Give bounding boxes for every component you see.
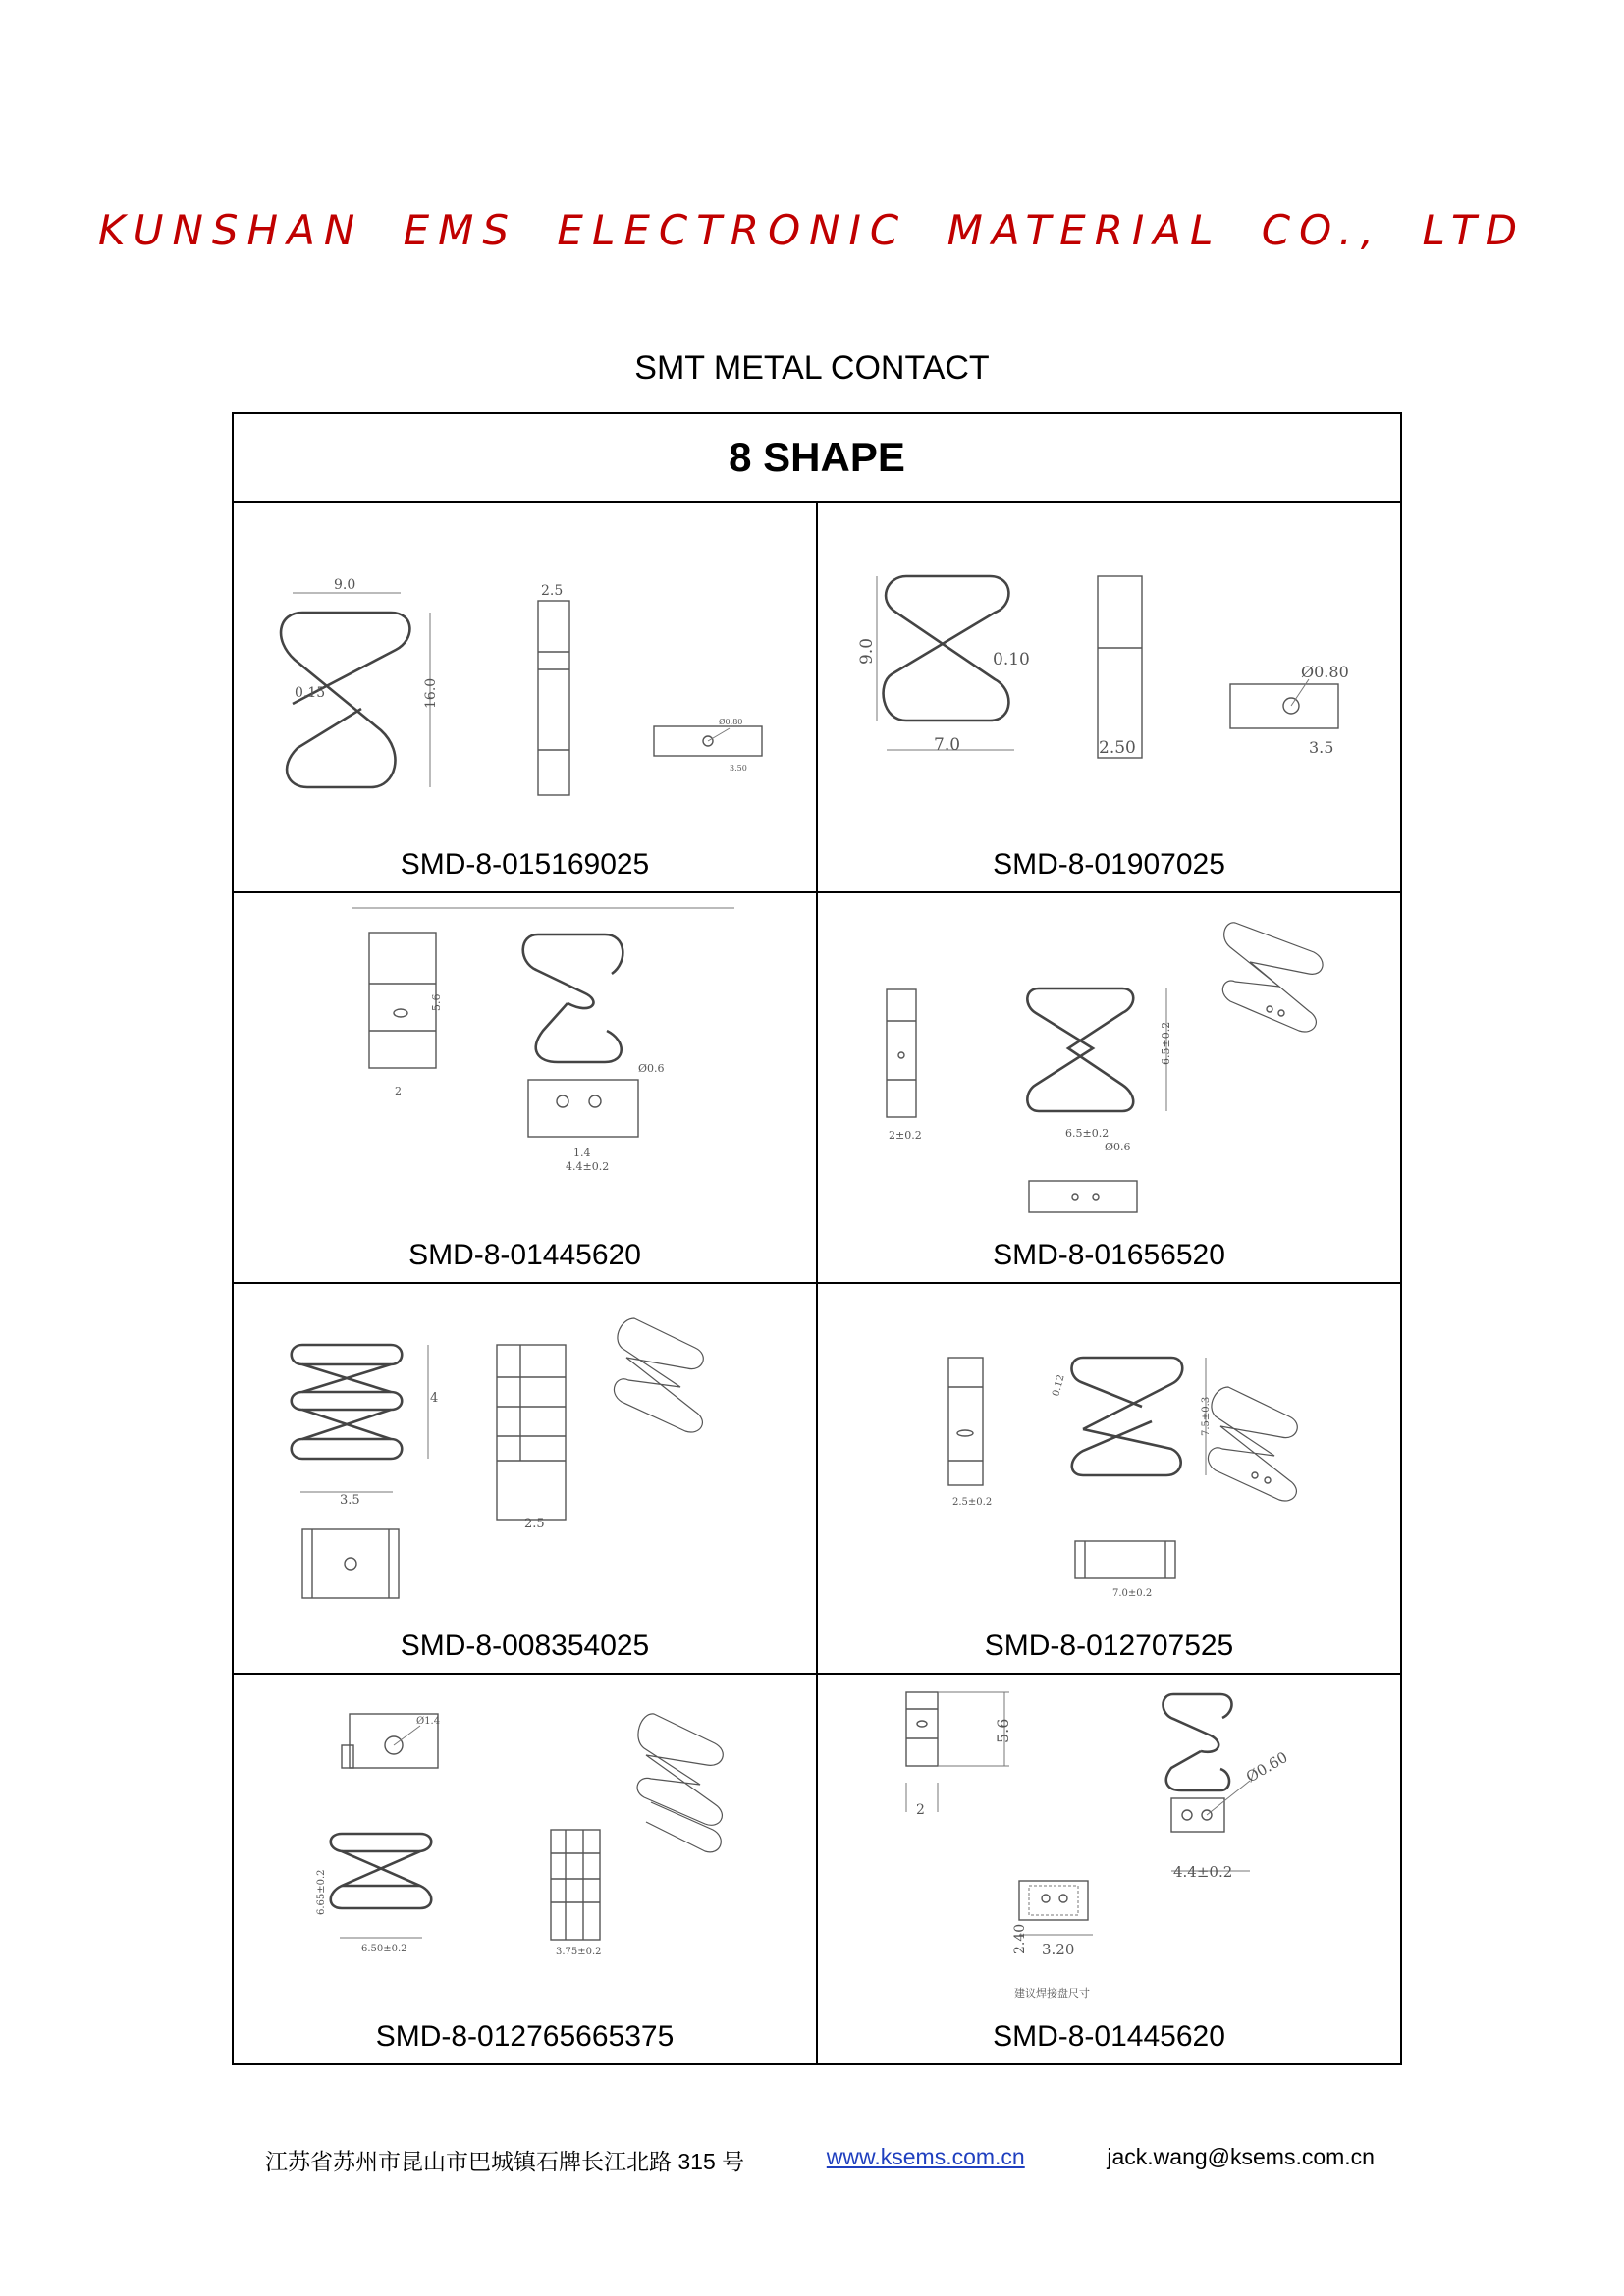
product-name: SMD-8-01445620	[993, 2020, 1225, 2053]
footer-email: jack.wang@ksems.com.cn	[1107, 2144, 1375, 2169]
product-drawing-1	[234, 503, 823, 891]
svg-text:7.5±0.3: 7.5±0.3	[1201, 1396, 1212, 1436]
svg-text:1.4: 1.4	[573, 1147, 591, 1159]
product-drawing-3	[234, 893, 823, 1282]
svg-text:0.12: 0.12	[1051, 1373, 1067, 1398]
svg-text:3.5: 3.5	[340, 1493, 360, 1508]
svg-text:7.0: 7.0	[934, 735, 961, 755]
svg-text:5.6: 5.6	[430, 993, 443, 1011]
svg-text:2.5±0.2: 2.5±0.2	[952, 1497, 993, 1508]
svg-text:2.5: 2.5	[541, 583, 564, 599]
svg-text:6.5±0.2: 6.5±0.2	[1160, 1021, 1172, 1065]
svg-text:4.4±0.2: 4.4±0.2	[566, 1160, 610, 1173]
product-name: SMD-8-01907025	[993, 848, 1225, 881]
product-cell	[233, 1674, 817, 2064]
svg-text:9.0: 9.0	[334, 577, 356, 593]
svg-text:3.75±0.2: 3.75±0.2	[556, 1947, 602, 1957]
product-drawing-6	[818, 1284, 1397, 1673]
svg-text:4: 4	[430, 1391, 439, 1406]
product-drawing-8	[818, 1675, 1397, 2063]
svg-text:5.6: 5.6	[994, 1718, 1012, 1743]
svg-text:9.0: 9.0	[857, 637, 877, 665]
svg-text:2: 2	[395, 1085, 402, 1097]
product-drawing-7	[234, 1675, 823, 2063]
product-drawing-4	[818, 893, 1397, 1282]
svg-text:2±0.2: 2±0.2	[889, 1129, 922, 1142]
product-drawing-2	[818, 503, 1397, 891]
svg-text:0.15: 0.15	[295, 685, 326, 701]
product-name: SMD-8-012765665375	[375, 2020, 675, 2053]
product-name: SMD-8-012707525	[984, 1629, 1234, 1662]
svg-text:Ø0.6: Ø0.6	[1105, 1141, 1131, 1153]
product-cell	[817, 1674, 1401, 2064]
product-table	[232, 412, 1402, 2065]
footer	[265, 2144, 1375, 2176]
svg-text:3.50: 3.50	[730, 764, 747, 773]
product-cell	[233, 502, 817, 892]
svg-text:Ø1.4: Ø1.4	[416, 1716, 441, 1727]
svg-text:建议焊接盘尺寸: 建议焊接盘尺寸	[1014, 1987, 1090, 2000]
product-cell	[233, 1283, 817, 1674]
product-name: SMD-8-008354025	[400, 1629, 650, 1662]
document-title: SMT METAL CONTACT	[634, 349, 990, 387]
svg-text:2.5: 2.5	[524, 1517, 545, 1531]
website-link[interactable]: www.ksems.com.cn	[826, 2144, 1025, 2169]
svg-text:3.20: 3.20	[1042, 1941, 1075, 1958]
svg-text:Ø0.6: Ø0.6	[638, 1062, 665, 1075]
svg-text:6.65±0.2: 6.65±0.2	[316, 1869, 327, 1915]
svg-text:Ø0.80: Ø0.80	[719, 718, 743, 726]
svg-text:16.0: 16.0	[423, 677, 439, 709]
product-cell	[817, 502, 1401, 892]
product-cell	[817, 892, 1401, 1283]
product-cell	[817, 1283, 1401, 1674]
svg-text:Ø0.80: Ø0.80	[1301, 663, 1349, 681]
product-drawing-5	[234, 1284, 823, 1673]
svg-text:7.0±0.2: 7.0±0.2	[1112, 1588, 1153, 1599]
product-name: SMD-8-01445620	[408, 1239, 641, 1271]
svg-text:6.50±0.2: 6.50±0.2	[361, 1944, 407, 1954]
product-name: SMD-8-01656520	[993, 1239, 1225, 1271]
company-name: KUNSHAN EMS ELECTRONIC MATERIAL CO., LTD	[97, 206, 1527, 254]
svg-text:0.10: 0.10	[993, 650, 1030, 669]
svg-text:2.50: 2.50	[1099, 738, 1136, 758]
footer-address: 江苏省苏州市昆山市巴城镇石牌长江北路 315 号	[265, 2149, 745, 2174]
svg-text:6.5±0.2: 6.5±0.2	[1065, 1127, 1110, 1140]
svg-text:2.40: 2.40	[1012, 1923, 1028, 1954]
svg-text:4.4±0.2: 4.4±0.2	[1173, 1863, 1233, 1881]
svg-text:2: 2	[916, 1802, 925, 1818]
table-heading: 8 SHAPE	[233, 413, 1401, 502]
product-name: SMD-8-015169025	[400, 848, 650, 881]
svg-text:Ø0.60: Ø0.60	[1243, 1748, 1291, 1787]
svg-text:3.5: 3.5	[1309, 738, 1334, 757]
product-cell	[233, 892, 817, 1283]
